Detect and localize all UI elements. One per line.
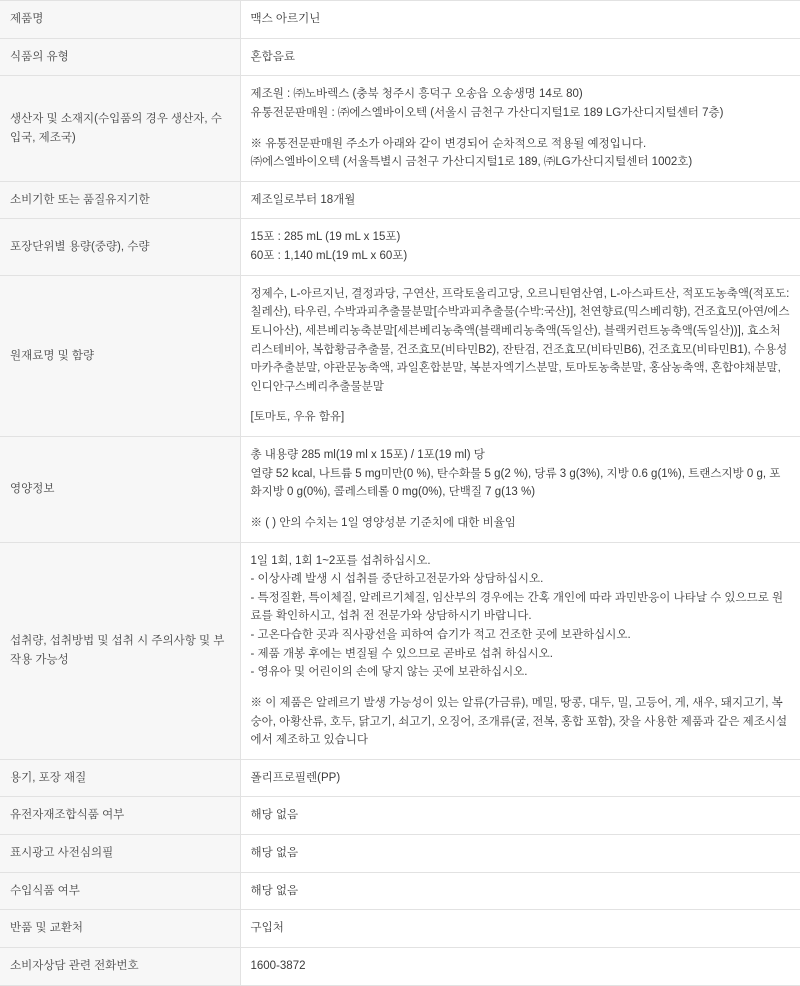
spec-value-line: [토마토, 우유 함유] — [250, 411, 345, 424]
spec-value-line: - 제품 개봉 후에는 변질될 수 있으므로 곧바로 섭취 하십시오. — [250, 647, 553, 660]
spec-value-line: 1600-3872 — [250, 959, 306, 972]
spec-value-spacer — [251, 502, 791, 514]
spec-label: 유전자재조합식품 여부 — [0, 797, 240, 835]
spec-value-line: 1일 1회, 1회 1~2포를 섭취하십시오. — [250, 554, 431, 567]
spec-value-spacer — [251, 682, 791, 694]
spec-value-line: 유통전문판매원 : ㈜에스엘바이오텍 (서울시 금천구 가산디지털1로 189 LG가산디지털센터 7층) — [250, 106, 724, 119]
spec-value — [240, 947, 800, 985]
table-row — [0, 797, 800, 835]
spec-value-line: 구입처 — [250, 922, 284, 935]
table-row — [0, 219, 800, 275]
spec-value — [240, 542, 800, 759]
spec-value — [240, 835, 800, 873]
spec-label: 포장단위별 용량(중량), 수량 — [0, 219, 240, 275]
spec-value-line: - 고온다습한 곳과 직사광선을 피하여 습기가 적고 건조한 곳에 보관하십시오. — [250, 629, 631, 641]
spec-label: 소비자상담 관련 전화번호 — [0, 947, 240, 985]
spec-value-line: 해당 없음 — [250, 809, 299, 822]
table-row — [0, 872, 800, 910]
spec-value-line: 총 내용량 285 ml(19 ml x 15포) / 1포(19 ml) 당 — [250, 449, 485, 461]
table-row — [0, 76, 800, 182]
spec-value-line: - 영유아 및 어린이의 손에 닿지 않는 곳에 보관하십시오. — [250, 666, 528, 679]
table-row — [0, 437, 800, 543]
spec-value-line: 15포 : 285 mL (19 mL x 15포) — [250, 231, 401, 244]
spec-label: 반품 및 교환처 — [0, 910, 240, 948]
spec-value — [240, 910, 800, 948]
spec-value-line: 정제수, L-아르지닌, 결정과당, 구연산, 프락토올리고당, 오르니틴염산염, L-아스파트산, 적포도농축액(적포도:칠레산), 타우린, 수박과피추출물분말[수박과피추출물(수박:국산)], 천연향료(믹스베리향), 건조효모(아연/에스토니아산), 세븐베리농축분말[세븐베리농축액(블랙베리농축액(독일산), 블랙커런트농축액(독일산))], 효소처리스테비아, 복합황금추출물, 건조효모(비타민B2), 잔탄검, 건조효모(비타민B6), 건조효모(비타민B1), 수용성마카추출분말, 야관문농축액, 과일혼합분말, 복분자엑기스분말, 토마토농축분말, 홍삼농축액, 혼합야채분말, 인디안구스베리추출물분말 — [250, 287, 790, 393]
spec-value-line: ※ 이 제품은 알레르기 발생 가능성이 있는 알류(가금류), 메밀, 땅콩, 대두, 밀, 고등어, 게, 새우, 돼지고기, 복숭아, 아황산류, 호두, 닭고기, 쇠고기, 오징어, 조개류(굴, 전복, 홍합 포함), 잣을 사용한 제품과 같은 제조시설에서 제조하고 있습니다 — [250, 696, 788, 747]
spec-value-line: 혼합음료 — [250, 50, 295, 63]
spec-value — [240, 872, 800, 910]
spec-label: 생산자 및 소재지(수입품의 경우 생산자, 수입국, 제조국) — [0, 76, 240, 182]
spec-value-line: 열량 52 kcal, 나트륨 5 mg미만(0 %), 탄수화물 5 g(2 %), 당류 3 g(3%), 지방 0.6 g(1%), 트랜스지방 0 g, 포화지방 0 g(0%), 콜레스테롤 0 mg(0%), 단백질 7 g(13 %) — [250, 467, 781, 499]
spec-value — [240, 437, 800, 543]
table-row — [0, 275, 800, 436]
spec-label: 수입식품 여부 — [0, 872, 240, 910]
table-row — [0, 1, 800, 39]
spec-label: 표시광고 사전심의필 — [0, 835, 240, 873]
spec-value — [240, 759, 800, 797]
spec-value-line: 맥스 아르기닌 — [250, 13, 321, 25]
spec-value-line: 제조일로부터 18개월 — [250, 193, 356, 206]
spec-value-line: ※ 유통전문판매원 주소가 아래와 같이 변경되어 순차적으로 적용될 예정입니다. — [250, 137, 647, 150]
spec-value-line: 60포 : 1,140 mL(19 mL x 60포) — [250, 250, 408, 262]
spec-label: 소비기한 또는 품질유지기한 — [0, 181, 240, 219]
spec-label: 제품명 — [0, 1, 240, 39]
spec-value — [240, 797, 800, 835]
table-row — [0, 835, 800, 873]
spec-value — [240, 181, 800, 219]
spec-label: 원재료명 및 함량 — [0, 275, 240, 436]
table-row — [0, 181, 800, 219]
spec-label: 용기, 포장 재질 — [0, 759, 240, 797]
table-row — [0, 759, 800, 797]
spec-label: 영양정보 — [0, 437, 240, 543]
spec-value-line: - 이상사례 발생 시 섭취를 중단하고전문가와 상담하십시오. — [250, 573, 544, 586]
table-row — [0, 947, 800, 985]
spec-value — [240, 219, 800, 275]
spec-value-spacer — [251, 123, 791, 135]
spec-value — [240, 1, 800, 39]
spec-label: 식품의 유형 — [0, 38, 240, 76]
spec-value — [240, 275, 800, 436]
table-row — [0, 542, 800, 759]
spec-value-spacer — [251, 396, 791, 408]
spec-value-line: ※ ( ) 안의 수치는 1일 영양성분 기준치에 대한 비율임 — [250, 516, 516, 529]
spec-value-line: 해당 없음 — [250, 884, 299, 897]
spec-value-line: 폴리프로필렌(PP) — [250, 771, 341, 784]
table-row — [0, 38, 800, 76]
spec-value-line: 제조원 : ㈜노바렉스 (충북 청주시 흥덕구 오송읍 오송생명 14로 80) — [250, 88, 583, 101]
spec-value — [240, 76, 800, 182]
table-row — [0, 910, 800, 948]
spec-value — [240, 38, 800, 76]
spec-value-line: 해당 없음 — [250, 847, 299, 859]
product-spec-table-body — [0, 1, 800, 986]
spec-label: 섭취량, 섭취방법 및 섭취 시 주의사항 및 부작용 가능성 — [0, 542, 240, 759]
spec-value-line: - 특정질환, 특이체질, 알레르기체질, 임산부의 경우에는 간혹 개인에 따라 과민반응이 나타날 수 있으므로 원료를 확인하시고, 섭취 전 전문가와 상담하시기 바랍니다. — [250, 591, 784, 623]
spec-value-line: ㈜에스엘바이오텍 (서울특별시 금천구 가산디지털1로 189, ㈜LG가산디지털센터 1002호) — [250, 156, 693, 169]
